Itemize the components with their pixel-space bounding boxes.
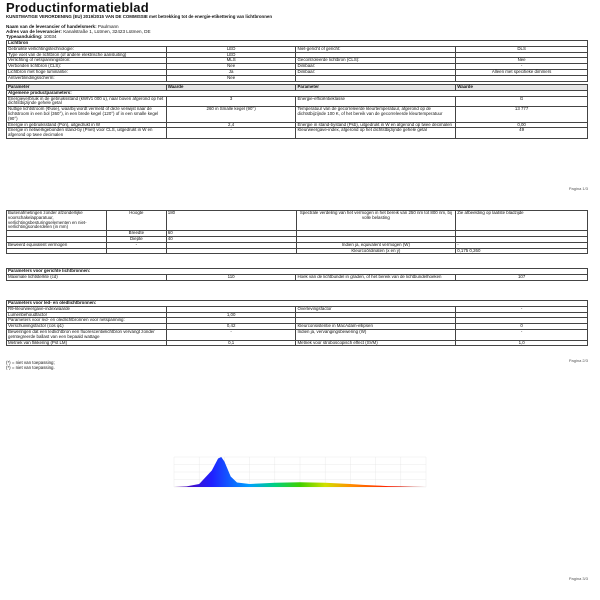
- led-table: [6, 300, 588, 346]
- model-row: [6, 34, 56, 40]
- general-param-cell: Energie in netwerkgebonden stand-by (Pnet) voor CLS, uitgedrukt in W en afgerond op twee decimalen: [7, 128, 167, 139]
- led-section-title: Parameters voor led- en oledlichtbronnen:: [7, 301, 588, 307]
- dimension-cell: 0,175 0,260: [456, 248, 588, 254]
- light-source-cell: DLS: [456, 46, 588, 52]
- dimension-cell: Kleurcoördinaten (x en y): [296, 248, 456, 254]
- general-param-cell: 3: [166, 96, 296, 107]
- dimensions-table: [6, 210, 588, 254]
- address-label: Adres van de leverancier:: [6, 29, 62, 34]
- supplier-value: Paulmann: [97, 24, 119, 29]
- light-source-cell: Verlichting of netspanningsbron:: [7, 58, 167, 64]
- t1-header: Lichtbron: [7, 41, 588, 47]
- led-param-row: [7, 329, 588, 340]
- led-param-cell: 1,0: [456, 340, 588, 346]
- dimension-cell: Zie afbeelding op laatste bladzijde: [456, 211, 588, 231]
- light-source-cell: Nee: [456, 58, 588, 64]
- light-source-cell: LED: [166, 52, 296, 58]
- light-source-cell: Gebruikte verlichtingstechnologie:: [7, 46, 167, 52]
- dimension-cell: Breedte: [106, 231, 166, 237]
- page-2: [0, 200, 600, 400]
- light-source-row: [7, 75, 588, 81]
- directional-table: [6, 268, 588, 281]
- light-source-cell: Ja: [166, 69, 296, 75]
- footnote-2: (*) = niet van toepassing.: [6, 365, 55, 370]
- led-param-cell: -: [456, 329, 588, 340]
- model-value: 10034: [43, 34, 57, 39]
- led-param-row: [7, 340, 588, 346]
- led-param-cell: Kleurconsistentie in MacAdam-ellipsen: [296, 324, 456, 330]
- led-param-cell: 0,42: [166, 324, 296, 330]
- model-label: Typeaanduiding:: [6, 34, 43, 39]
- general-param-cell: 0,00: [456, 122, 588, 128]
- light-source-cell: Type voet van de lichtbron (of andere elektrische aansluiting): [7, 52, 167, 58]
- light-source-cell: Nee: [166, 64, 296, 70]
- t2-head-param-1: Parameter: [7, 85, 167, 91]
- doc-title: Productinformatieblad: [6, 0, 149, 15]
- led-param-cell: -: [456, 306, 588, 312]
- general-params-table: [6, 84, 588, 139]
- led-param-cell: Overlevingsfactor: [296, 306, 456, 312]
- dimension-cell: -: [106, 242, 166, 248]
- led-param-cell: R9-kleurweergave-indexwaarde: [7, 306, 167, 312]
- dimension-cell: Indien ja, equivalent vermogen (W): [296, 242, 456, 248]
- address-value: Kanalstraße 1, Lütmen, 32423 Lütmen, DE: [63, 29, 151, 34]
- light-source-cell: Dimbaar:: [296, 64, 456, 70]
- directional-row: [7, 274, 588, 280]
- directional-section-title: Parameters voor gerichte lichtbronnen:: [7, 269, 588, 275]
- dimension-cell: -: [456, 242, 588, 248]
- general-param-cell: Nuttige lichtstroom (Φuse), waarbij wordt vermeld of deze verwijst naar de lichtstroom in een bol (360°), in een brede kegel (120°) of in een smalle kegel (90°): [7, 107, 167, 122]
- led-param-cell: Verschuivingsfactor (cos φ1): [7, 324, 167, 330]
- light-source-cell: MLS: [166, 58, 296, 64]
- t2-head-value-2: Waarde: [456, 85, 588, 91]
- led-param-cell: Lumenbehoudfactor: [7, 312, 167, 318]
- light-source-cell: [456, 75, 588, 81]
- light-source-table: [6, 40, 588, 82]
- general-param-cell: Energie in gebruiksstand (Pon), uitgedrukt in W: [7, 122, 167, 128]
- doc-subtitle: KUNSTMATIGE VERORDENING (EU) 2019/2015 VAN DE COMMISSIE met betrekking tot de energie-etikettering van lichtbronnen: [6, 14, 273, 19]
- dimension-cell: [7, 248, 107, 254]
- general-param-row: [7, 96, 588, 107]
- dimension-cell: Buitenafmetingen zonder afzonderlijke voorschakelapparatuur, verlichtingsbesturingselementen en niet-verlichtingsonderdelen (in mm): [7, 211, 107, 231]
- led-param-cell: Metriek voor stroboscopisch effect (SVM): [296, 340, 456, 346]
- dimension-row: [7, 248, 588, 254]
- spectrum-chart: [170, 455, 430, 490]
- general-param-cell: 260 in Smalle kegel (90°): [166, 107, 296, 122]
- light-source-cell: Gecontroleerde lichtbron (CLS):: [296, 58, 456, 64]
- general-param-cell: Energieverbruik in de gebruiksstand (kWh/1 000 u), naar boven afgerond op het dichtstbijzijnde gehele getal: [7, 96, 167, 107]
- general-param-cell: Energie-efficiëntieklasse: [296, 96, 456, 107]
- dimension-cell: 180: [166, 211, 296, 231]
- light-source-cell: Lichtbron met hoge luminantie:: [7, 69, 167, 75]
- light-source-cell: [296, 75, 456, 81]
- dimension-cell: Diepte: [106, 236, 166, 242]
- directional-cell: Maximale lichtsterkte (cd): [7, 274, 167, 280]
- light-source-cell: Nee: [166, 75, 296, 81]
- led-param-cell: 0,1: [166, 340, 296, 346]
- dimension-cell: 40: [166, 236, 296, 242]
- page-number-3: Pagina 3/3: [568, 576, 588, 581]
- light-source-cell: Alleen met specifieke dimmers: [456, 69, 588, 75]
- t2-head-param-2: Parameter: [296, 85, 456, 91]
- general-param-row: [7, 128, 588, 139]
- general-param-cell: -: [166, 128, 296, 139]
- general-param-cell: Energie in stand-bystand (Psb), uitgedrukt in W en afgerond op twee decimalen: [296, 122, 456, 128]
- dimension-cell: [166, 248, 296, 254]
- page-1: [0, 0, 600, 200]
- page-number-2: Pagina 2/3: [568, 358, 588, 363]
- led-param-cell: Metriek van flikkering (Pst LM): [7, 340, 167, 346]
- dimension-cell: Beweerd equivalent vermogen: [7, 242, 107, 248]
- general-param-cell: Temperatuur van de gecorreleerde kleurtemperatuur, afgerond op de dichtstbijzijnde 100 K, of het bereik van de gecorreleerde kleurtemperatuur: [296, 107, 456, 122]
- light-source-cell: Verbonden lichtbron (CLS):: [7, 64, 167, 70]
- general-param-cell: 13 777: [456, 107, 588, 122]
- led-param-cell: Indien ja, vervangingsbewering (W): [296, 329, 456, 340]
- light-source-cell: -: [456, 64, 588, 70]
- t2-section-title: Algemene productparameters:: [7, 90, 588, 96]
- led-param-cell: 0: [456, 324, 588, 330]
- supplier-label: Naam van de leverancier of handelsmerk:: [6, 24, 97, 29]
- dimension-cell: [106, 248, 166, 254]
- light-source-cell: Niet-gericht of gericht:: [296, 46, 456, 52]
- directional-cell: 110: [166, 274, 296, 280]
- light-source-cell: LED: [166, 46, 296, 52]
- directional-cell: 107: [456, 274, 588, 280]
- dimension-cell: Hoogte: [106, 211, 166, 231]
- general-param-cell: 49: [456, 128, 588, 139]
- dimension-row: [7, 211, 588, 231]
- general-param-row: [7, 107, 588, 122]
- light-source-cell: Dimbaar:: [296, 69, 456, 75]
- footnote-1: (*) = niet van toepassing;: [6, 360, 55, 365]
- page-3: [0, 400, 600, 600]
- page-number-1: Pagina 1/3: [568, 186, 588, 191]
- led-param-cell: 1,00: [166, 312, 296, 318]
- led-param-cell: Parameters voor led- en oledlichtbronnen voor netspanning:: [7, 318, 167, 324]
- light-source-cell: Antiverblindingsscherm:: [7, 75, 167, 81]
- directional-cell: Hoek van de lichtbundel in graden, of het bereik van de lichtbundelhoeken: [296, 274, 456, 280]
- led-param-cell: -: [166, 329, 296, 340]
- general-param-cell: G: [456, 96, 588, 107]
- dimension-cell: 60: [166, 231, 296, 237]
- t2-head-value-1: Waarde: [166, 85, 296, 91]
- dimension-cell: Spectrale verdeling van het vermogen in het bereik van 250 nm tot 800 nm, bij volle belasting: [296, 211, 456, 231]
- general-param-cell: 2,4: [166, 122, 296, 128]
- general-param-cell: Kleurweergave-index, afgerond op het dichtstbijzijnde gehele getal: [296, 128, 456, 139]
- led-param-cell: Beweringen dat een ledlichtbron een fluorescentielichtbron vervangt zonder geïntegreerde ballast van een bepaald wattage: [7, 329, 167, 340]
